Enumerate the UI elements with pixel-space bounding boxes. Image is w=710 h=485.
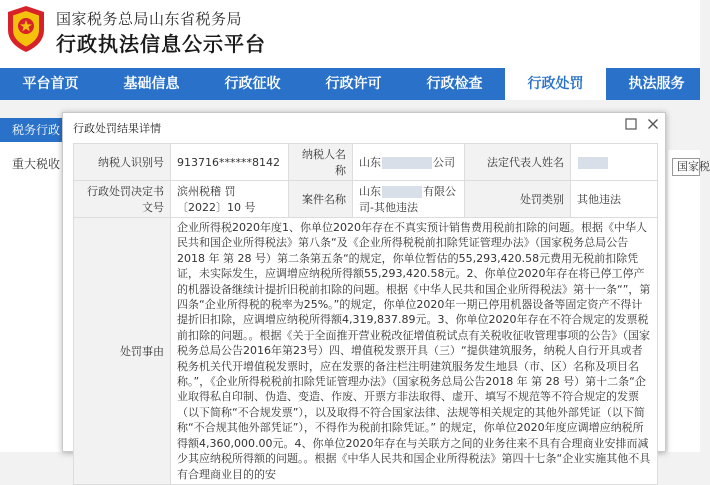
nav-item-basic-info[interactable]: 基础信息 xyxy=(123,76,180,92)
nav-item-inspection[interactable]: 行政检查 xyxy=(426,76,483,92)
table-row xyxy=(74,144,658,181)
background-right-panel xyxy=(668,150,700,452)
legal-rep-value xyxy=(571,144,658,181)
nav-item-penalty[interactable]: 行政处罚 xyxy=(505,68,606,100)
redacted-block xyxy=(382,157,432,169)
main-nav xyxy=(0,68,700,100)
table-row xyxy=(74,181,658,218)
org-name: 国家税务总局山东省税务局 xyxy=(56,10,243,28)
penalty-detail-modal xyxy=(62,112,666,481)
nav-item-collection[interactable]: 行政征收 xyxy=(224,76,281,92)
redacted-block xyxy=(578,157,608,169)
modal-title: 行政处罚结果详情 xyxy=(73,122,161,135)
taxpayer-id-value: 913716******8142 xyxy=(171,144,289,181)
penalty-detail-table xyxy=(73,143,658,485)
category-value: 其他违法 xyxy=(571,181,658,218)
case-name-value xyxy=(353,181,465,218)
table-row xyxy=(74,218,658,485)
maximize-icon[interactable] xyxy=(625,118,637,130)
taxpayer-name-prefix: 山东 xyxy=(359,156,381,169)
case-name-prefix: 山东 xyxy=(359,185,381,198)
category-label: 处罚类别 xyxy=(465,181,571,218)
reason-label: 处罚事由 xyxy=(74,218,171,485)
taxpayer-name-label: 纳税人名称 xyxy=(289,144,353,181)
site-header xyxy=(0,0,700,68)
taxpayer-name-suffix: 公司 xyxy=(433,156,455,169)
background-select-box[interactable]: 国家税 xyxy=(672,158,700,176)
redacted-block xyxy=(382,186,422,198)
close-icon[interactable] xyxy=(647,118,659,130)
platform-name: 行政执法信息公示平台 xyxy=(56,32,266,56)
nav-item-home[interactable]: 平台首页 xyxy=(22,76,79,92)
case-name-label: 案件名称 xyxy=(289,181,353,218)
taxpayer-name-value xyxy=(353,144,465,181)
legal-rep-label: 法定代表人姓名 xyxy=(465,144,571,181)
nav-item-services[interactable]: 执法服务 xyxy=(628,76,685,92)
decision-no-label: 行政处罚决定书文号 xyxy=(74,181,171,218)
decision-no-value: 滨州税稽 罚 〔2022〕10 号 xyxy=(171,181,289,218)
case-name-mid: 有限公司 xyxy=(359,185,456,214)
background-tab-active[interactable]: 税务行政 xyxy=(0,118,66,142)
background-tab-inactive[interactable]: 重大税收 xyxy=(12,157,61,171)
taxpayer-id-label: 纳税人识别号 xyxy=(74,144,171,181)
nav-item-licensing[interactable]: 行政许可 xyxy=(325,76,382,92)
reason-content: 企业所得税2020年度1、你单位2020年存在不真实预计销售费用税前扣除的问题。根据《中华人民共和国企业所得税法》第八条“及《企业所得税税前扣除凭证管理办法》（国家税务总局公告2018 年 第 28 号）第二条第五条“的规定，你单位暂估的55,293,420.58元费用无税前扣除凭证，未实际发生，应调增应纳税所得额55,293,420.58元。2、你单位2020年存在将已停工停产的机器设备继续计提折旧税前扣除的问题。根据《中华人民共和国企业所得税法》第十一条“”，第四条“企业所得税的税率为25%。”的规定，你单位2020年一期已停用机器设备等固定资产不得计提折旧扣除，应调增应纳税所得额4,319,837.89元。3、你单位2020年存在不符合规定的发票税前扣除的问题。。根据《关于全面推开营业税改征增值税试点有关税收征收管理事项的公告》（国家税务总局公告2016年第23号）四、增值税发票开具（三）“提供建筑服务，纳税人自行开具或者税务机关代开增值税发票时，应在发票的备注栏注明建筑服务发生地县（市、区）名称及项目名称。”，《企业所得税税前扣除凭证管理办法》（国家税务总局公告2018 年 第 28 号）第十二条“企业取得私自印制、伪造、变造、作废、开票方非法取得、虚开、填写不规范等不符合规定的发票（以下简称“不合规发票”），以及取得不符合国家法律、法规等相关规定的其他外部凭证（以下简称“不合规其他外部凭证”），不得作为税前扣除凭证。” 的规定，你单位2020年度应调增应纳税所得额4,360,000.00元。4、你单位2020年存在与关联方之间的业务往来不具有合理商业安排而减少其应纳税所得额的问题。。根据《中华人民共和国企业所得税法》第四十七条“企业实施其他不具有合理商业目的的安 xyxy=(171,218,658,485)
case-name-suffix: -其他违法 xyxy=(370,201,418,214)
tax-emblem-icon xyxy=(4,4,48,54)
